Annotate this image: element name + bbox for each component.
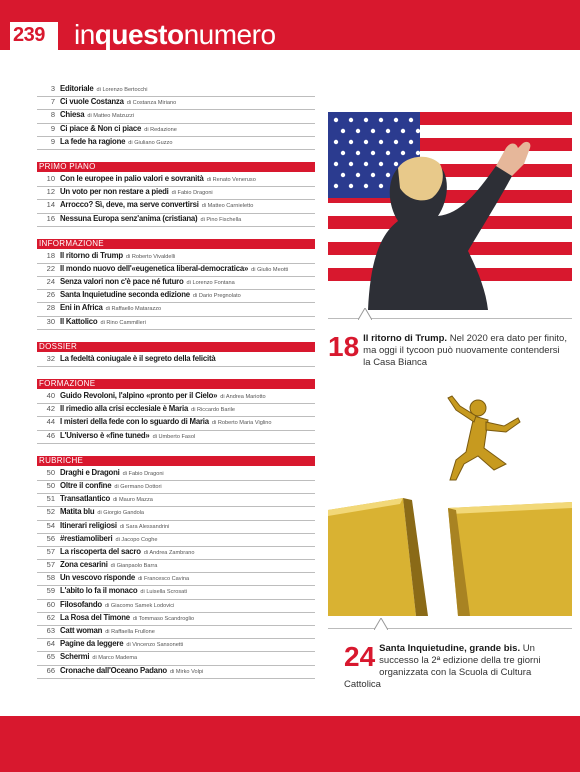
caption-trump: 18 Il ritorno di Trump. Nel 2020 era dato per finito, ma oggi il tycoon può nuovamente contendersi la Casa Bianca [328, 331, 567, 368]
toc-author: di Tommaso Scandroglio [132, 615, 195, 622]
flag-star [394, 140, 398, 144]
flag-star [416, 151, 420, 155]
toc-page-number: 18 [46, 250, 55, 260]
toc-entry [37, 468, 315, 481]
toc-author: di Mauro Mazza [113, 497, 153, 504]
toc-entry [37, 613, 315, 626]
toc-author: di Redazione [144, 126, 177, 133]
toc-author: di Francesco Cavina [138, 576, 190, 583]
flag-star [409, 118, 413, 122]
toc-title: Pagine da leggere [60, 639, 124, 649]
toc-page-number: 66 [46, 665, 55, 675]
toc-entry [37, 560, 315, 573]
flag-star [334, 118, 338, 122]
toc-entry [37, 600, 315, 613]
toc-entry [37, 534, 315, 547]
toc-author: di Matteo Matzuzzi [87, 113, 135, 120]
toc-page-number: 40 [46, 391, 55, 400]
toc-author: di Raffaello Matarazzo [105, 306, 162, 313]
flag-star [341, 129, 345, 133]
flag-star [364, 162, 368, 166]
flag-star [379, 118, 383, 122]
toc-section [37, 336, 315, 367]
toc-page-number: 9 [50, 123, 55, 133]
toc-author: di Luisella Scrosati [140, 589, 188, 596]
toc-page-number: 10 [46, 173, 55, 183]
toc-page-number: 12 [46, 187, 55, 197]
toc-entry [37, 303, 315, 316]
flag-star [356, 151, 360, 155]
toc-title: Cronache dall'Oceano Padano [60, 665, 167, 675]
toc-title: La Rosa del Timone [60, 612, 130, 622]
toc-title: Guido Revoloni, l'alpino «pronto per il Cielo» [60, 391, 218, 400]
toc-entry [37, 547, 315, 560]
toc-author: di Giorgio Gandola [97, 510, 145, 517]
toc-page-number: 46 [46, 430, 55, 440]
toc-title: Zona cesarini [60, 560, 108, 570]
toc-page-number: 3 [50, 84, 55, 93]
flag-star [416, 129, 420, 133]
flag-star [371, 129, 375, 133]
toc-entry [37, 290, 315, 303]
toc-author: di Giuliano Guzzo [128, 139, 173, 146]
toc-author: di Fabio Dragoni [122, 470, 164, 477]
toc-title: I misteri della fede con lo sguardo di Maria [60, 417, 209, 427]
flag-star [341, 173, 345, 177]
toc-page-number: 51 [46, 494, 55, 504]
toc-entry [37, 652, 315, 665]
toc-page-number: 7 [50, 97, 55, 107]
toc-title: L'abito lo fa il monaco [60, 586, 138, 596]
caption-pointer-icon [358, 308, 372, 320]
toc-title: Eni in Africa [60, 303, 103, 313]
toc-author: di Andrea Zambrano [143, 549, 195, 556]
toc-author: di Rino Cammilleri [100, 319, 146, 326]
flag-star [341, 151, 345, 155]
flag-star [356, 173, 360, 177]
masthead: inquestonumero [74, 19, 276, 50]
toc-title: La fede ha ragione [60, 136, 126, 146]
toc-entry [37, 97, 315, 110]
toc-title: Un vescovo risponde [60, 573, 136, 583]
toc-author: di Roberto Vivaldelli [125, 253, 176, 260]
toc-intro [37, 84, 315, 150]
toc-entry [37, 431, 315, 444]
toc-page-number: 54 [46, 520, 55, 530]
toc-author: di Costanza Miriano [126, 100, 177, 107]
toc-page-number: 26 [46, 290, 55, 300]
issue-number: 239 [13, 24, 45, 46]
toc-entry [37, 174, 315, 187]
flag-star [394, 118, 398, 122]
toc-author: di Lorenzo Bertocchi [96, 87, 148, 93]
toc-title: Santa Inquietudine seconda edizione [60, 290, 190, 300]
toc-page-number: 64 [46, 639, 55, 649]
toc-author: di Pino Fischella [200, 216, 242, 223]
toc-entry [37, 521, 315, 534]
flag-star [349, 140, 353, 144]
toc-entry [37, 200, 315, 213]
toc-entry [37, 666, 315, 679]
toc-author: di Gianpaolo Barra [110, 563, 158, 570]
photo-leaping-figure [328, 380, 572, 616]
flag-star [401, 129, 405, 133]
section-heading: FORMAZIONE [37, 379, 315, 389]
toc-title: Chiesa [60, 110, 85, 120]
toc-page-number: 8 [50, 110, 55, 120]
toc-entry [37, 251, 315, 264]
toc-entry [37, 586, 315, 599]
toc-page-number: 28 [46, 303, 55, 313]
toc-author: di Sara Alessandrini [119, 523, 170, 530]
toc-title: La riscoperta del sacro [60, 546, 141, 556]
flag-star [334, 162, 338, 166]
flag-star [334, 184, 338, 188]
toc-section [37, 156, 315, 227]
photo-trump-flag [328, 86, 572, 310]
toc-section [37, 233, 315, 330]
toc-title: Filosofando [60, 599, 102, 609]
toc-title: Nessuna Europa senz'anima (cristiana) [60, 213, 198, 223]
toc-page-number: 50 [46, 467, 55, 477]
toc-page-number: 59 [46, 586, 55, 596]
toc-page-number: 57 [46, 560, 55, 570]
toc-title: Matita blu [60, 507, 95, 517]
flag-star [349, 118, 353, 122]
toc-section [37, 373, 315, 444]
toc-entry [37, 124, 315, 137]
toc-author: di Jacopo Coghe [115, 536, 158, 543]
toc-entry [37, 214, 315, 227]
section-heading: PRIMO PIANO [37, 162, 315, 172]
toc-title: Il rimedio alla crisi ecclesiale è Maria [60, 404, 189, 414]
toc-title: La fedeltà coniugale è il segreto della felicità [60, 353, 216, 363]
flag-star [386, 129, 390, 133]
flag-star [371, 151, 375, 155]
toc-title: Ci piace & Non ci piace [60, 123, 142, 133]
toc-page-number: 30 [46, 316, 55, 326]
toc-title: Editoriale [60, 84, 94, 93]
flag-star [356, 129, 360, 133]
toc-page-number: 14 [46, 200, 55, 210]
flag-star [379, 162, 383, 166]
toc-author: di Umberto Fasol [152, 433, 196, 440]
toc-title: Schermi [60, 652, 90, 662]
flag-star [364, 140, 368, 144]
toc-page-number: 63 [46, 626, 55, 635]
toc-entry [37, 187, 315, 200]
toc-author: di Lorenzo Fontana [186, 280, 235, 287]
toc-page-number: 24 [46, 277, 55, 287]
flag-star [349, 184, 353, 188]
toc-title: Ci vuole Costanza [60, 97, 124, 107]
toc-title: Il Kattolico [60, 316, 98, 326]
toc-author: di Roberto Maria Viglino [211, 420, 272, 427]
toc-entry [37, 404, 315, 417]
flag-star [364, 118, 368, 122]
toc-page-number: 9 [50, 136, 55, 146]
toc-title: Catt woman [60, 626, 103, 635]
toc-page-number: 32 [46, 353, 55, 363]
toc-title: Il ritorno di Trump [60, 250, 123, 260]
flag-star [386, 173, 390, 177]
toc-page-number: 58 [46, 573, 55, 583]
toc-entry [37, 264, 315, 277]
toc-page-number: 22 [46, 263, 55, 273]
toc-author: di Germano Dottori [114, 483, 162, 490]
toc-author: di Dario Pregnolato [192, 293, 241, 300]
flag-star [394, 162, 398, 166]
toc-title: Arrocco? Sì, deve, ma serve convertirsi [60, 200, 199, 210]
flag-star [334, 140, 338, 144]
toc-title: Senza valori non c'è pace né futuro [60, 277, 184, 287]
section-heading: DOSSIER [37, 342, 315, 352]
toc-entry [37, 573, 315, 586]
toc-entry [37, 317, 315, 330]
toc-entry [37, 110, 315, 123]
toc-section [37, 450, 315, 679]
toc-entry [37, 354, 315, 367]
toc-author: di Vincenzo Sansonetti [126, 642, 184, 649]
toc-author: di Renato Veneruso [206, 176, 256, 183]
toc-title: Con le europee in palio valori e sovranità [60, 173, 204, 183]
flag-star [386, 151, 390, 155]
toc-author: di Marco Madema [92, 655, 138, 662]
caption-divider-2 [328, 628, 572, 629]
toc-page-number: 60 [46, 599, 55, 609]
footer-bar [0, 716, 580, 772]
toc-entry [37, 481, 315, 494]
flag-star [379, 184, 383, 188]
toc-author: di Fabio Dragoni [171, 190, 213, 197]
toc-title: Oltre il confine [60, 480, 112, 490]
caption-santa-inquietudine: 24 Santa Inquietudine, grande bis. Un successo la 2ª edizione della tre giorni organizzata con la Scuola di Cultura Cattolica [344, 641, 541, 690]
flag-star [364, 184, 368, 188]
toc-title: Itinerari religiosi [60, 520, 117, 530]
toc-page-number: 62 [46, 612, 55, 622]
toc-entry [37, 391, 315, 404]
toc-author: di Giulio Meotti [251, 266, 289, 273]
toc-author: di Giacomo Samek Lodovici [104, 602, 175, 609]
toc-author: di Mirko Volpi [169, 668, 204, 675]
toc-entry [37, 507, 315, 520]
flag-star [349, 162, 353, 166]
toc-entry [37, 639, 315, 652]
toc-author: di Andrea Mariotto [220, 394, 266, 400]
toc-title: Draghi e Dragoni [60, 467, 120, 477]
toc-entry [37, 626, 315, 639]
toc-page-number: 52 [46, 507, 55, 517]
toc-author: di Matteo Carnieletto [201, 203, 254, 210]
toc-entry [37, 277, 315, 290]
toc-page-number: 65 [46, 652, 55, 662]
toc-page-number: 56 [46, 533, 55, 543]
toc-author: di Raffaella Frullone [105, 629, 155, 635]
flag-star [371, 173, 375, 177]
flag-star [409, 140, 413, 144]
toc-title: Transatlantico [60, 494, 111, 504]
table-of-contents [37, 84, 315, 685]
toc-title: Un voto per non restare a piedi [60, 187, 169, 197]
toc-title: #restiamoliberi [60, 533, 113, 543]
section-heading: RUBRICHE [37, 456, 315, 466]
toc-entry [37, 84, 315, 97]
toc-page-number: 42 [46, 404, 55, 414]
flag-star [379, 140, 383, 144]
toc-author: di Riccardo Barile [191, 407, 235, 414]
toc-entry [37, 494, 315, 507]
toc-title: Il mondo nuovo dell'«eugenetica liberal-democratica» [60, 263, 249, 273]
toc-entry [37, 137, 315, 150]
toc-page-number: 50 [46, 480, 55, 490]
section-heading: INFORMAZIONE [37, 239, 315, 249]
flag-star [401, 151, 405, 155]
toc-page-number: 44 [46, 417, 55, 427]
caption-pointer-icon [374, 618, 388, 630]
toc-page-number: 57 [46, 546, 55, 556]
toc-page-number: 16 [46, 213, 55, 223]
toc-title: L'Universo è «fine tuned» [60, 430, 150, 440]
toc-entry [37, 417, 315, 430]
